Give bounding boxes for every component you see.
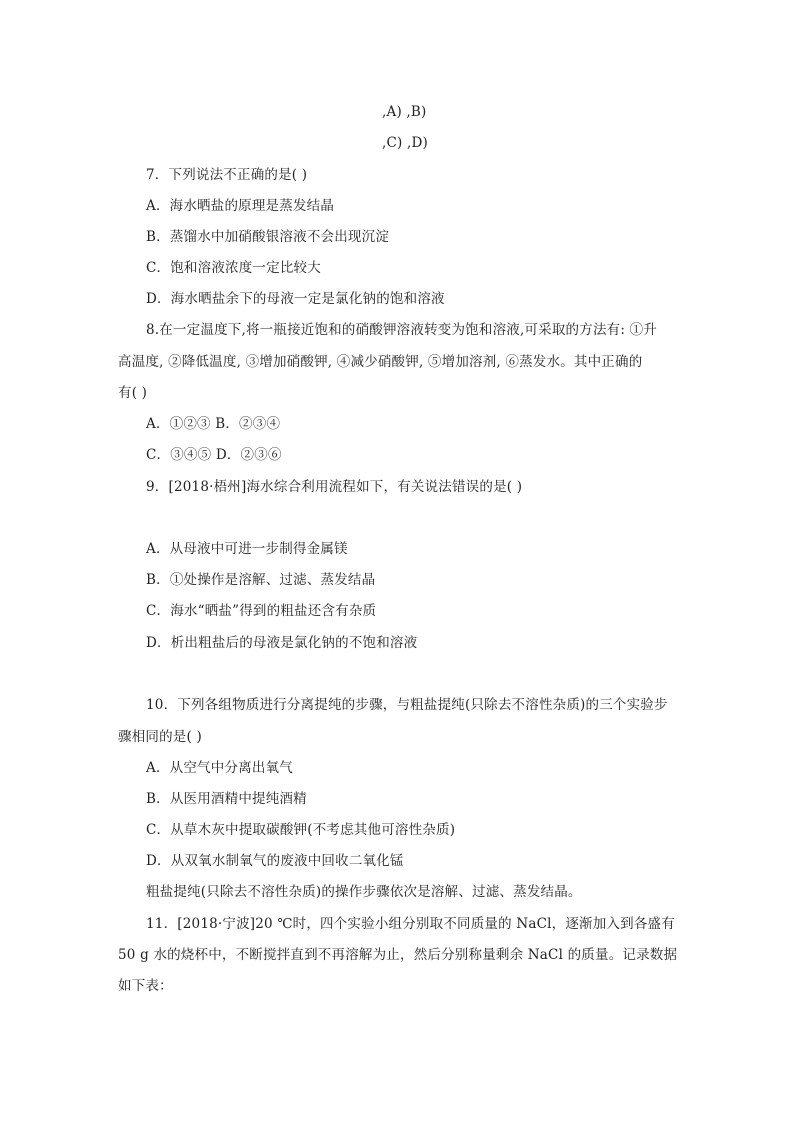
- question-8-stem-line-2: 高温度, ②降低温度, ③增加硝酸钾, ④减少硝酸钾, ⑤增加溶剂, ⑥蒸发水。其中正确的: [118, 354, 643, 370]
- question-7-option-d: D．海水晒盐余下的母液一定是氯化钠的饱和溶液: [146, 291, 445, 307]
- question-10-stem-line-1: 10．下列各组物质进行分离提纯的步骤，与粗盐提纯(只除去不溶性杂质)的三个实验步: [146, 697, 668, 713]
- question-7-option-a: A．海水晒盐的原理是蒸发结晶: [146, 198, 335, 214]
- question-7-stem: 7．下列说法不正确的是( ): [146, 167, 308, 183]
- question-11-stem-line-2: 50 g 水的烧杯中，不断搅拌直到不再溶解为止，然后分别称量剩余 NaCl 的质量。记录数据: [118, 947, 678, 963]
- question-7-option-b: B．蒸馏水中加硝酸银溶液不会出现沉淀: [146, 229, 390, 245]
- question-10-option-a: A．从空气中分离出氧气: [146, 760, 293, 776]
- question-11-stem-line-1: 11．[2018·宁波]20 ℃时，四个实验小组分别取不同质量的 NaCl，逐渐加入到各盛有: [146, 916, 675, 932]
- question-8-options-row-2: C．③④⑤ D．②③⑥: [146, 447, 282, 463]
- header-options-row-2: ,C) ,D): [382, 135, 428, 151]
- question-9-option-c: C．海水“晒盐”得到的粗盐还含有杂质: [146, 603, 377, 619]
- question-11-stem-line-3: 如下表：: [118, 978, 173, 994]
- question-10-stem-line-2: 骤相同的是( ): [118, 729, 202, 745]
- header-options-row-1: ,A) ,B): [382, 104, 427, 120]
- question-10-note: 粗盐提纯(只除去不溶性杂质)的操作步骤依次是溶解、过滤、蒸发结晶。: [146, 884, 582, 900]
- question-10-option-d: D．从双氧水制氧气的废液中回收二氧化锰: [146, 853, 404, 869]
- question-9-stem: 9．[2018·梧州]海水综合利用流程如下，有关说法错误的是( ): [146, 479, 523, 495]
- question-10-option-b: B．从医用酒精中提纯酒精: [146, 791, 307, 807]
- question-10-option-c: C．从草木灰中提取碳酸钾(不考虑其他可溶性杂质): [146, 822, 456, 838]
- question-8-stem-line-3: 有( ): [118, 385, 148, 401]
- question-9-option-b: B．①处操作是溶解、过滤、蒸发结晶: [146, 572, 376, 588]
- question-7-option-c: C．饱和溶液浓度一定比较大: [146, 260, 321, 276]
- question-8-stem-line-1: 8.在一定温度下,将一瓶接近饱和的硝酸钾溶液转变为饱和溶液,可采取的方法有: ①升: [146, 322, 658, 338]
- question-8-options-row-1: A．①②③ B．②③④: [146, 416, 281, 432]
- question-9-option-a: A．从母液中可进一步制得金属镁: [146, 541, 348, 557]
- question-9-option-d: D．析出粗盐后的母液是氯化钠的不饱和溶液: [146, 635, 418, 651]
